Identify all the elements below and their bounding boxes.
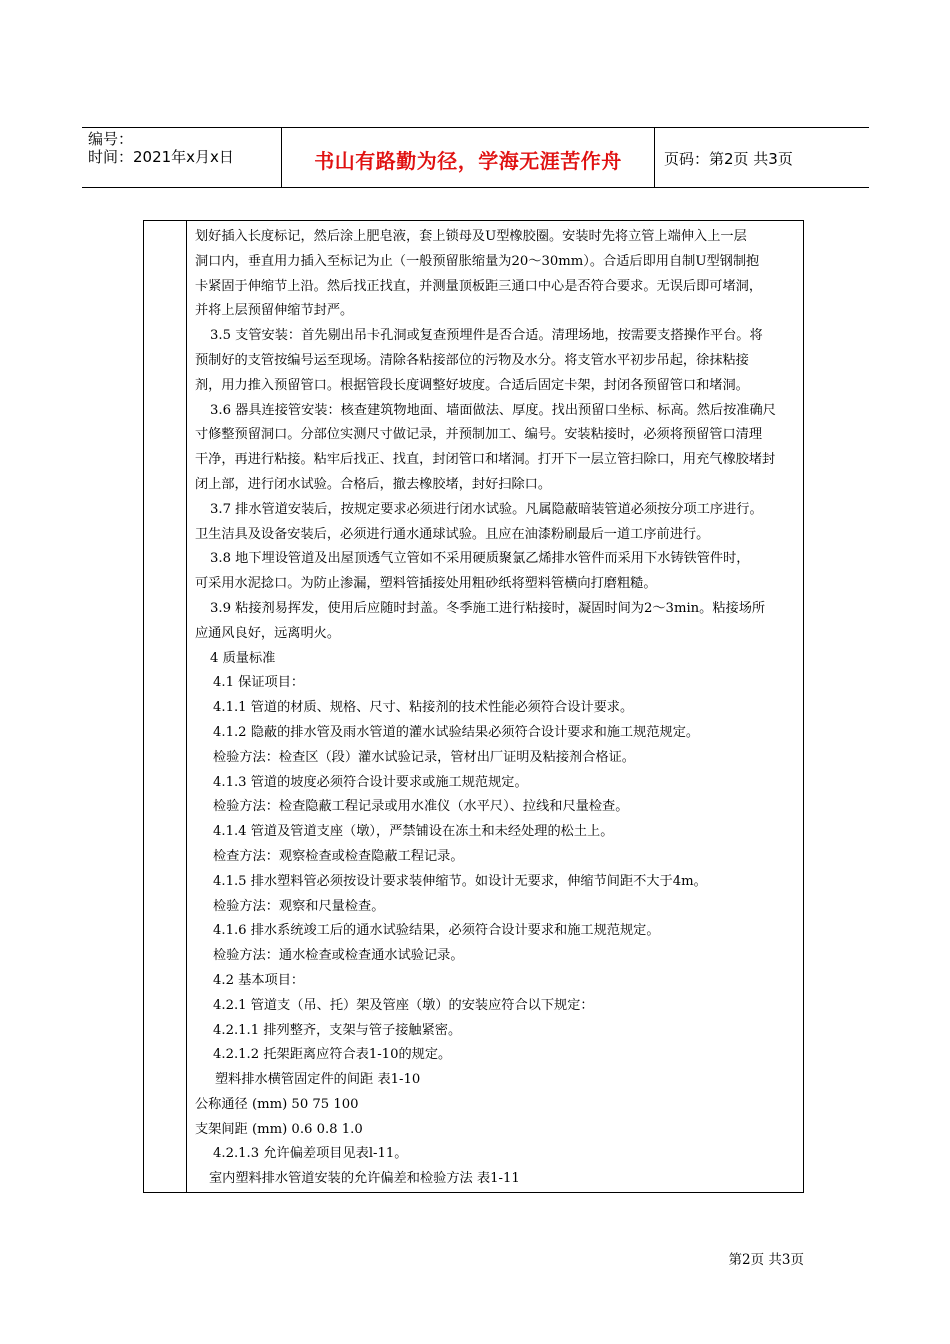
body-line: 检查方法：观察检查或检查隐蔽工程记录。 — [213, 848, 464, 864]
body-line: 干净，再进行粘接。粘牢后找正、找直，封闭管口和堵洞。打开下一层立管扫除口，用充气橡胶堵封 — [195, 452, 776, 468]
document-time-label: 时间：2021年x月x日 — [88, 148, 234, 166]
body-line: 4 质量标准 — [210, 650, 276, 666]
body-line: 3.9 粘接剂易挥发，使用后应随时封盖。冬季施工进行粘接时，凝固时间为2～3min。粘接场所 — [210, 600, 766, 616]
page-header — [82, 127, 869, 188]
body-line: 公称通径 (mm) 50 75 100 — [195, 1096, 359, 1112]
body-line: 3.5 支管安装：首先剔出吊卡孔洞或复查预埋件是否合适。清理场地，按需要支搭操作平台。将 — [210, 328, 763, 344]
body-line: 4.1.1 管道的材质、规格、尺寸、粘接剂的技术性能必须符合设计要求。 — [213, 700, 634, 716]
body-line: 预制好的支管按编号运至现场。清除各粘接部位的污物及水分。将支管水平初步吊起，徐抹粘接 — [195, 352, 749, 368]
body-line: 4.2.1.1 排列整齐，支架与管子接触紧密。 — [213, 1022, 462, 1038]
header-page-info: 页码：第2页 共3页 — [664, 150, 793, 168]
body-line: 4.1.2 隐蔽的排水管及雨水管道的灌水试验结果必须符合设计要求和施工规范规定。 — [213, 724, 700, 740]
body-line: 剂，用力推入预留管口。根据管段长度调整好坡度。合适后固定卡架，封闭各预留管口和堵洞。 — [195, 377, 749, 393]
header-meta — [88, 130, 234, 166]
body-line: 闭上部，进行闭水试验。合格后，撤去橡胶堵，封好扫除口。 — [195, 476, 552, 492]
body-line: 4.1.5 排水塑料管必须按设计要求装伸缩节。如设计无要求，伸缩节间距不大于4m。 — [213, 873, 707, 889]
body-text — [195, 225, 801, 1192]
body-line: 检验方法：观察和尺量检查。 — [213, 898, 385, 914]
body-line: 4.1 保证项目： — [213, 675, 305, 691]
table-column-divider — [186, 221, 187, 1192]
body-line: 卡紧固于伸缩节上沿。然后找正找直，并测量顶板距三通口中心是否符合要求。无误后即可堵洞， — [195, 278, 763, 294]
body-line: 塑料排水横管固定件的间距 表1-10 — [215, 1072, 421, 1088]
body-line: 4.2.1.3 允许偏差项目见表l-11。 — [213, 1146, 408, 1162]
body-line: 4.2.1 管道支（吊、托）架及管座（墩）的安装应符合以下规定： — [213, 997, 594, 1013]
body-line: 4.1.3 管道的坡度必须符合设计要求或施工规范规定。 — [213, 774, 528, 790]
body-line: 检验方法：通水检查或检查通水试验记录。 — [213, 948, 464, 964]
body-line: 4.1.6 排水系统竣工后的通水试验结果，必须符合设计要求和施工规范规定。 — [213, 923, 660, 939]
body-line: 寸修整预留洞口。分部位实测尺寸做记录，并预制加工、编号。安装粘接时，必须将预留管口清理 — [195, 427, 763, 443]
body-line: 3.8 地下埋设管道及出屋顶透气立管如不采用硬质聚氯乙烯排水管件而采用下水铸铁管件时， — [210, 551, 750, 567]
body-line: 检验方法：检查隐蔽工程记录或用水准仪（水平尺）、拉线和尺量检查。 — [213, 799, 629, 815]
body-line: 4.2 基本项目： — [213, 972, 305, 988]
body-line: 4.2.1.2 托架距离应符合表1-10的规定。 — [213, 1047, 452, 1063]
body-line: 应通风良好，远离明火。 — [195, 625, 341, 641]
body-line: 检验方法：检查区（段）灌水试验记录，管材出厂证明及粘接剂合格证。 — [213, 749, 635, 765]
body-line: 卫生洁具及设备安装后，必须进行通水通球试验。且应在油漆粉刷最后一道工序前进行。 — [195, 526, 710, 542]
document-number-label: 编号： — [88, 130, 134, 148]
page-footer: 第2页 共3页 — [728, 1252, 804, 1268]
body-line: 并将上层预留伸缩节封严。 — [195, 303, 354, 319]
body-line: 洞口内，垂直用力插入至标记为止（一般预留胀缩量为20～30mm）。合适后即用自制U型钢制抱 — [195, 253, 760, 269]
header-divider — [654, 128, 655, 187]
body-line: 室内塑料排水管道安装的允许偏差和检验方法 表1-11 — [209, 1171, 520, 1187]
body-line: 可采用水泥捻口。为防止渗漏，塑料管插接处用粗砂纸将塑料管横向打磨粗糙。 — [195, 576, 657, 592]
body-line: 支架间距 (mm) 0.6 0.8 1.0 — [195, 1121, 363, 1137]
header-motto: 书山有路勤为径，学海无涯苦作舟 — [314, 149, 622, 173]
body-line: 4.1.4 管道及管道支座（墩），严禁铺设在冻土和未经处理的松土上。 — [213, 824, 614, 840]
body-line: 3.6 器具连接管安装：核查建筑物地面、墙面做法、厚度。找出预留口坐标、标高。然后按准确尺 — [210, 402, 776, 418]
body-line: 划好插入长度标记，然后涂上肥皂液，套上锁母及U型橡胶圈。安装时先将立管上端伸入上一层 — [195, 229, 747, 244]
body-line: 3.7 排水管道安装后，按规定要求必须进行闭水试验。凡属隐蔽暗装管道必须按分项工序进行。 — [210, 501, 763, 517]
